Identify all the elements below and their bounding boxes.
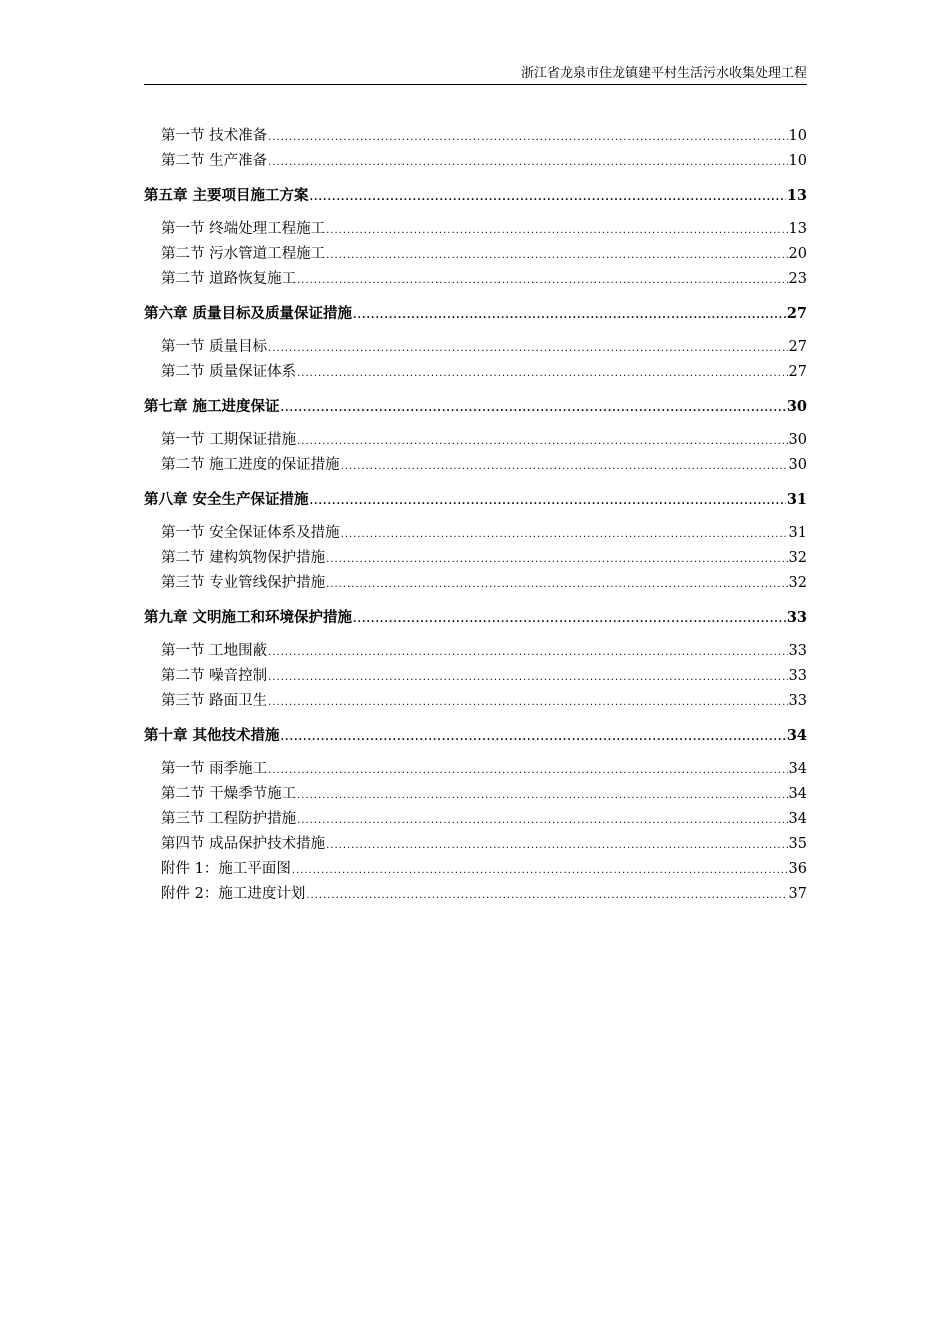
toc-dot-leader (297, 276, 787, 286)
toc-section-entry[interactable] (144, 267, 807, 292)
toc-entry-page-number: 33 (786, 609, 807, 626)
toc-entry-label: 第一节 安全保证体系及措施 (161, 525, 340, 541)
toc-entry-page-number: 34 (788, 761, 807, 777)
toc-section-entry[interactable] (144, 428, 807, 453)
toc-entry-page-number: 27 (786, 305, 807, 322)
toc-entry-page-number: 30 (788, 457, 807, 473)
toc-entry-page-number: 35 (788, 836, 807, 852)
toc-entry-page-number: 30 (786, 398, 807, 415)
toc-dot-leader (353, 311, 786, 321)
toc-entry-label: 附件 2：施工进度计划 (161, 886, 306, 902)
toc-entry-page-number: 31 (786, 491, 807, 508)
toc-dot-leader (326, 841, 787, 851)
toc-dot-leader (341, 530, 788, 540)
toc-entry-page-number: 27 (788, 364, 807, 380)
toc-dot-leader (268, 344, 787, 354)
toc-section-entry[interactable] (144, 453, 807, 478)
toc-entry-label: 第三节 专业管线保护措施 (161, 575, 326, 591)
toc-entry-label: 第二节 道路恢复施工 (161, 271, 297, 287)
toc-entry-label: 第一节 质量目标 (161, 339, 268, 355)
toc-chapter-entry[interactable] (144, 605, 807, 630)
toc-chapter-entry[interactable] (144, 394, 807, 419)
toc-entry-label: 第二节 生产准备 (161, 153, 268, 169)
page-header (144, 64, 807, 85)
toc-entry-label: 第三节 路面卫生 (161, 693, 268, 709)
toc-entry-page-number: 34 (788, 811, 807, 827)
toc-entry-label: 第一节 终端处理工程施工 (161, 221, 326, 237)
toc-section-entry[interactable] (144, 546, 807, 571)
toc-dot-leader (341, 462, 788, 472)
toc-entry-label: 第六章 质量目标及质量保证措施 (144, 305, 353, 322)
toc-section-entry[interactable] (144, 124, 807, 149)
header-title: 浙江省龙泉市住龙镇建平村生活污水收集处理工程 (520, 66, 807, 81)
toc-entry-page-number: 20 (788, 246, 807, 262)
toc-chapter-entry[interactable] (144, 723, 807, 748)
toc-section-entry[interactable] (144, 857, 807, 882)
toc-section-entry[interactable] (144, 639, 807, 664)
toc-dot-leader (268, 673, 787, 683)
toc-entry-label: 第一节 技术准备 (161, 128, 268, 144)
toc-dot-leader (281, 733, 786, 743)
toc-entry-label: 第九章 文明施工和环境保护措施 (144, 609, 353, 626)
toc-entry-label: 第三节 工程防护措施 (161, 811, 297, 827)
toc-section-entry[interactable] (144, 664, 807, 689)
toc-section-entry[interactable] (144, 149, 807, 174)
toc-section-entry[interactable] (144, 782, 807, 807)
toc-dot-leader (306, 891, 787, 901)
toc-entry-page-number: 30 (788, 432, 807, 448)
toc-section-entry[interactable] (144, 757, 807, 782)
toc-entry-label: 附件 1：施工平面图 (161, 861, 291, 877)
toc-entry-page-number: 27 (788, 339, 807, 355)
toc-entry-page-number: 32 (788, 550, 807, 566)
toc-entry-label: 第一节 工期保证措施 (161, 432, 297, 448)
toc-section-entry[interactable] (144, 832, 807, 857)
toc-dot-leader (268, 766, 787, 776)
toc-entry-page-number: 33 (788, 643, 807, 659)
toc-entry-page-number: 13 (788, 221, 807, 237)
toc-entry-page-number: 31 (788, 525, 807, 541)
toc-entry-page-number: 32 (788, 575, 807, 591)
toc-dot-leader (281, 404, 786, 414)
toc-entry-page-number: 33 (788, 668, 807, 684)
toc-section-entry[interactable] (144, 217, 807, 242)
toc-entry-page-number: 34 (788, 786, 807, 802)
toc-entry-label: 第一节 工地围蔽 (161, 643, 268, 659)
toc-entry-page-number: 36 (788, 861, 807, 877)
toc-entry-page-number: 34 (786, 727, 807, 744)
toc-entry-label: 第二节 建构筑物保护措施 (161, 550, 326, 566)
toc-chapter-entry[interactable] (144, 487, 807, 512)
toc-chapter-entry[interactable] (144, 183, 807, 208)
toc-entry-label: 第二节 干燥季节施工 (161, 786, 297, 802)
toc-dot-leader (297, 369, 787, 379)
toc-dot-leader (297, 791, 787, 801)
toc-entry-page-number: 23 (788, 271, 807, 287)
toc-entry-label: 第七章 施工进度保证 (144, 398, 280, 415)
toc-entry-page-number: 10 (788, 128, 807, 144)
toc-dot-leader (297, 816, 787, 826)
toc-dot-leader (326, 226, 787, 236)
toc-entry-label: 第五章 主要项目施工方案 (144, 187, 309, 204)
toc-dot-leader (297, 437, 787, 447)
toc-section-entry[interactable] (144, 521, 807, 546)
toc-entry-page-number: 37 (788, 886, 807, 902)
toc-section-entry[interactable] (144, 807, 807, 832)
toc-dot-leader (268, 158, 787, 168)
toc-dot-leader (326, 251, 787, 261)
toc-dot-leader (268, 133, 787, 143)
toc-entry-page-number: 10 (788, 153, 807, 169)
toc-dot-leader (268, 698, 787, 708)
toc-entry-label: 第二节 施工进度的保证措施 (161, 457, 340, 473)
toc-dot-leader (326, 555, 787, 565)
toc-dot-leader (353, 615, 786, 625)
table-of-contents (144, 124, 807, 907)
toc-entry-label: 第四节 成品保护技术措施 (161, 836, 326, 852)
toc-entry-label: 第二节 污水管道工程施工 (161, 246, 326, 262)
toc-entry-label: 第一节 雨季施工 (161, 761, 268, 777)
toc-section-entry[interactable] (144, 242, 807, 267)
toc-entry-page-number: 33 (788, 693, 807, 709)
toc-dot-leader (310, 497, 786, 507)
toc-entry-label: 第二节 噪音控制 (161, 668, 268, 684)
toc-section-entry[interactable] (144, 571, 807, 596)
toc-section-entry[interactable] (144, 882, 807, 907)
toc-section-entry[interactable] (144, 689, 807, 714)
toc-entry-label: 第二节 质量保证体系 (161, 364, 297, 380)
toc-dot-leader (310, 193, 786, 203)
toc-section-entry[interactable] (144, 335, 807, 360)
toc-entry-label: 第八章 安全生产保证措施 (144, 491, 309, 508)
toc-dot-leader (292, 866, 788, 876)
toc-dot-leader (326, 580, 787, 590)
toc-entry-page-number: 13 (786, 187, 807, 204)
toc-entry-label: 第十章 其他技术措施 (144, 727, 280, 744)
toc-section-entry[interactable] (144, 360, 807, 385)
toc-dot-leader (268, 648, 787, 658)
toc-chapter-entry[interactable] (144, 301, 807, 326)
